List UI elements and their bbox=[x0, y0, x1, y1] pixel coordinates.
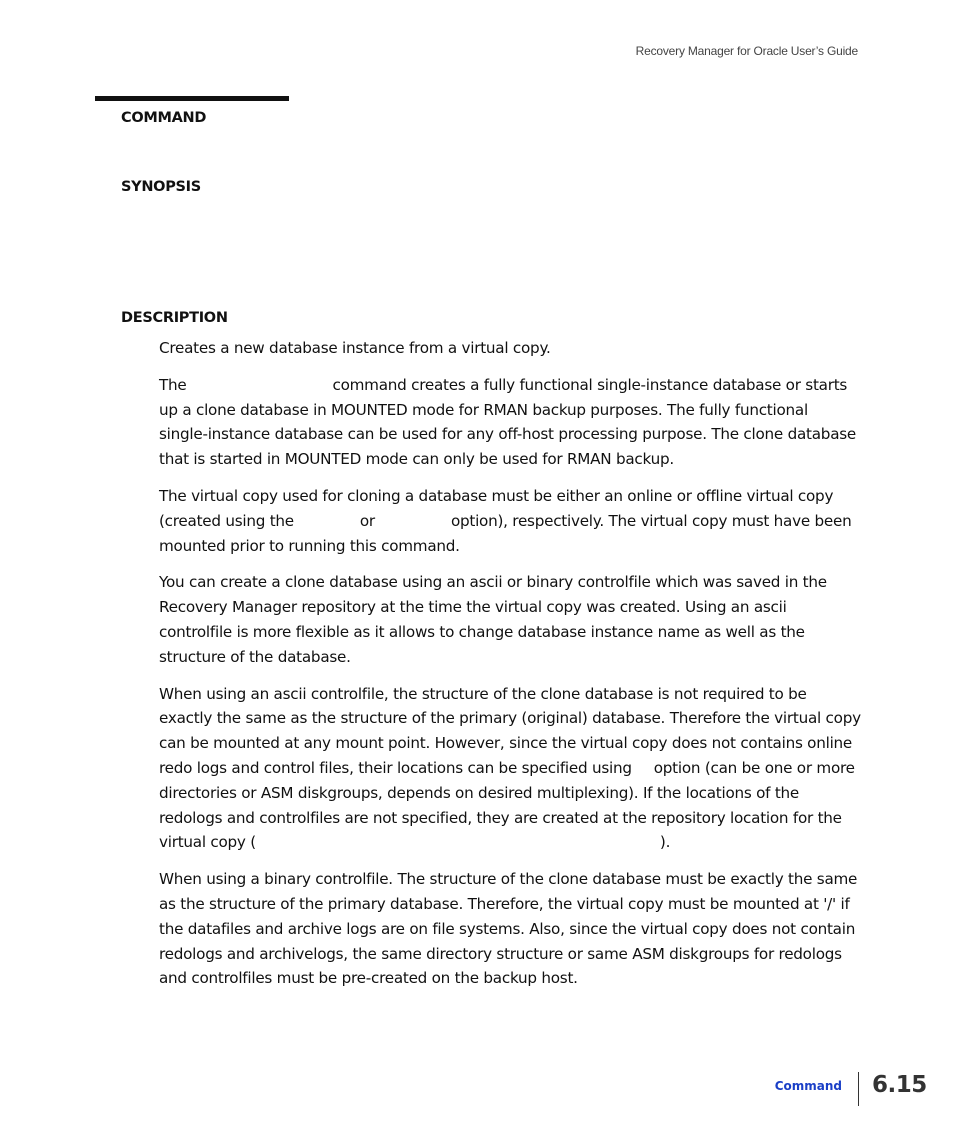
text-line: directories or ASM diskgroups, depends on desired multiplexing). If the locations of the bbox=[159, 783, 799, 802]
text-fragment: command creates a fully functional single-instance database or starts bbox=[332, 375, 848, 394]
text-line: When using a binary controlfile. The structure of the clone database must be exactly the same bbox=[159, 870, 858, 889]
text-fragment: redo logs and control files, their locations can be specified using bbox=[159, 758, 632, 777]
text-line: up a clone database in MOUNTED mode for RMAN backup purposes. The fully functional bbox=[159, 400, 808, 419]
text-fragment: option (can be one or more bbox=[653, 758, 855, 777]
text-line: mounted prior to running this command. bbox=[159, 536, 460, 555]
heading-description: DESCRIPTION bbox=[121, 310, 228, 326]
heading-command: COMMAND bbox=[121, 110, 207, 126]
text-line: controlfile is more flexible as it allows to change database instance name as well as the bbox=[159, 622, 805, 641]
text-fragment: virtual copy ( bbox=[159, 833, 256, 852]
footer-divider bbox=[858, 1072, 859, 1106]
text-line: single-instance database can be used for any off-host processing purpose. The clone database bbox=[159, 425, 857, 444]
section-rule bbox=[95, 96, 289, 101]
text-line: Creates a new database instance from a virtual copy. bbox=[159, 339, 551, 357]
paragraph-1 bbox=[159, 336, 859, 361]
text-line: structure of the database. bbox=[159, 647, 351, 666]
text-fragment: ). bbox=[659, 833, 671, 852]
heading-synopsis: SYNOPSIS bbox=[121, 179, 201, 195]
paragraph-2 bbox=[159, 373, 859, 472]
text-line: The virtual copy used for cloning a database must be either an online or offline virtual copy bbox=[159, 486, 834, 505]
running-header: Recovery Manager for Oracle User’s Guide bbox=[635, 44, 858, 58]
text-line: Recovery Manager repository at the time the virtual copy was created. Using an ascii bbox=[159, 598, 787, 617]
paragraph-3 bbox=[159, 484, 859, 558]
page-number: 6.15 bbox=[872, 1072, 927, 1098]
text-line: redologs and controlfiles are not specified, they are created at the repository location for the bbox=[159, 808, 842, 827]
text-fragment: The bbox=[159, 375, 187, 394]
text-line bbox=[159, 373, 859, 398]
text-line: You can create a clone database using an ascii or binary controlfile which was saved in the bbox=[159, 573, 827, 592]
footer-section-link[interactable]: Command bbox=[774, 1079, 842, 1093]
text-line: When using an ascii controlfile, the structure of the clone database is not required to be bbox=[159, 684, 807, 703]
text-line: the datafiles and archive logs are on file systems. Also, since the virtual copy does not contain bbox=[159, 919, 856, 938]
paragraph-4 bbox=[159, 570, 859, 669]
text-line: exactly the same as the structure of the primary (original) database. Therefore the virtual copy bbox=[159, 709, 861, 728]
text-line bbox=[159, 509, 859, 534]
text-fragment: option), respectively. The virtual copy must have been bbox=[450, 511, 852, 530]
text-line: that is started in MOUNTED mode can only be used for RMAN backup. bbox=[159, 450, 674, 469]
text-line bbox=[159, 830, 859, 855]
text-line: and controlfiles must be pre-created on the backup host. bbox=[159, 969, 578, 988]
text-fragment: (created using the bbox=[159, 511, 294, 530]
text-line bbox=[159, 756, 859, 781]
text-line: redologs and archivelogs, the same directory structure or same ASM diskgroups for redologs bbox=[159, 944, 842, 963]
paragraph-6 bbox=[159, 867, 859, 991]
text-line: can be mounted at any mount point. However, since the virtual copy does not contains online bbox=[159, 734, 853, 753]
text-line: as the structure of the primary database. Therefore, the virtual copy must be mounted at '/' if bbox=[159, 894, 850, 913]
text-fragment: or bbox=[359, 511, 375, 530]
description-body bbox=[159, 336, 859, 1003]
paragraph-5 bbox=[159, 682, 859, 856]
